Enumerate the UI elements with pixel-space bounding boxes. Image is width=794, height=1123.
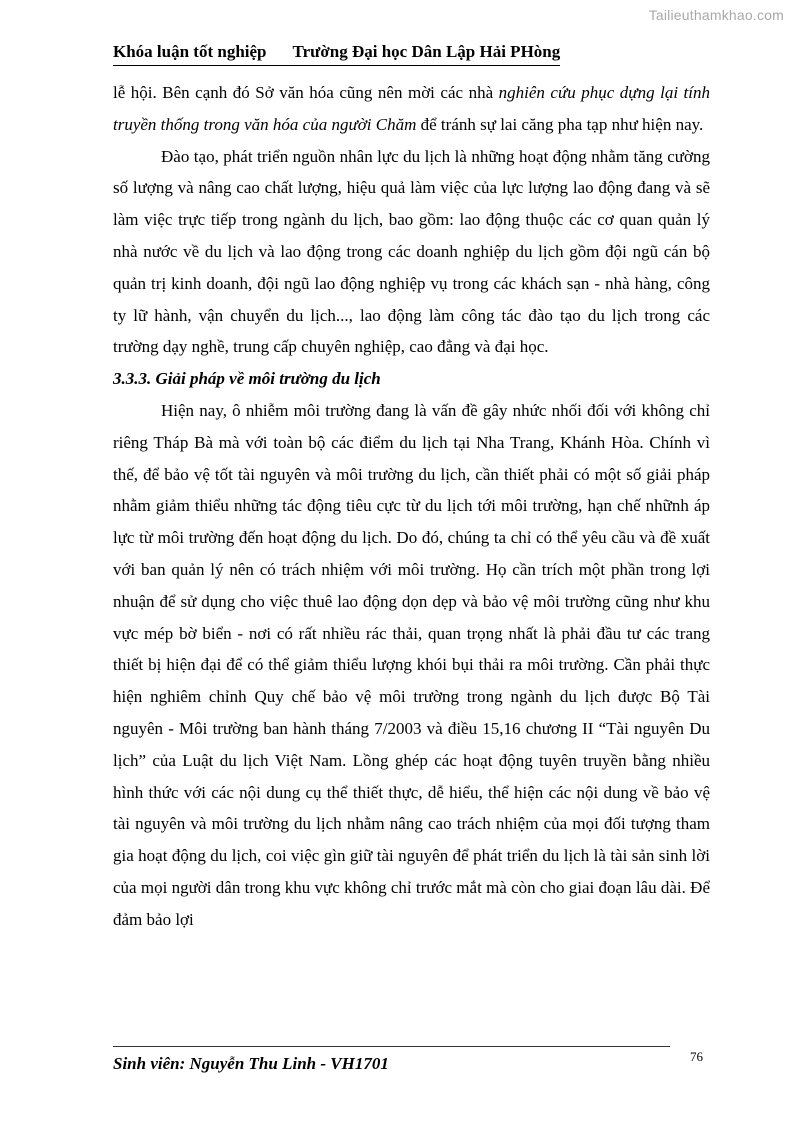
page-header <box>113 42 560 66</box>
paragraph-2: Đào tạo, phát triển nguồn nhân lực du lịch là những hoạt động nhằm tăng cường số lượng và nâng cao chất lượng, hiệu quả làm việc của lực lượng lao động đang và sẽ làm việc trực tiếp trong ngành du lịch, bao gồm: lao động thuộc các cơ quan quản lý nhà nước về du lịch và lao động trong các doanh nghiệp du lịch gồm đội ngũ cán bộ quản trị kinh doanh, đội ngũ lao động nghiệp vụ trong các khách sạn - nhà hàng, công ty lữ hành, vận chuyển du lịch..., lao động làm công tác đào tạo du lịch trong các trường dạy nghề, trung cấp chuyên nghiệp, cao đẳng và đại học. <box>113 146 710 357</box>
header-right-title: Trường Đại học Dân Lập Hải PHòng <box>292 42 561 61</box>
page-number: 76 <box>690 1049 703 1064</box>
header-left-title: Khóa luận tốt nghiệp <box>113 42 267 61</box>
paragraph-3: Hiện nay, ô nhiễm môi trường đang là vấn đề gây nhức nhối đối với không chỉ riêng Tháp Bà mà với toàn bộ các điểm du lịch tại Nha Trang, Khánh Hòa. Chính vì thế, để bảo vệ tốt tài nguyên và môi trường du lịch, cần thiết phải có một số giải pháp nhằm giảm thiểu những tác động tiêu cực từ du lịch tới môi trường, hạn chế nhữnh áp lực từ môi trường đến hoạt động du lịch. Do đó, chúng ta chỉ có thể yêu cầu và đề xuất với ban quản lý nên có trách nhiệm với môi trường. Họ cần trích một phần trong lợi nhuận để sử dụng cho việc thuê lao động dọn dẹp và bảo vệ môi trường cũng như khu vực mép bờ biển - nơi có rất nhiều rác thải, quan trọng nhất là phải đầu tư các trang thiết bị hiện đại để có thể giảm thiểu lượng khói bụi thải ra môi trường. Cần phải thực hiện nghiêm chỉnh Quy chế bảo vệ môi trường trong ngành du lịch được Bộ Tài nguyên - Môi trường ban hành tháng 7/2003 và điều 15,16 chương II “Tài nguyên Du lịch” của Luật du lịch Việt Nam. Lồng ghép các hoạt động tuyên truyền bằng nhiều hình thức với các nội dung cụ thể thiết thực, dễ hiểu, thể hiện các nội dung về bảo vệ tài nguyên và môi trường du lịch nhằm nâng cao trách nhiệm của mọi đối tượng tham gia hoạt động du lịch, coi việc gìn giữ tài nguyên để phát triển du lịch là tài sản sinh lời của mọi người dân trong khu vực không chỉ trước mắt mà còn cho giai đoạn lâu dài. Để đảm bảo lợi <box>113 400 710 929</box>
footer-author: Sinh viên: Nguyễn Thu Linh - VH1701 <box>113 1054 389 1073</box>
footer-rule <box>113 1046 670 1074</box>
paragraph-1 <box>113 77 710 141</box>
section-heading: 3.3.3. Giải pháp về môi trường du lịch <box>113 369 381 389</box>
watermark: Tailieuthamkhao.com <box>648 7 784 23</box>
document-body <box>113 77 710 936</box>
page-content-area <box>113 42 710 936</box>
page-footer <box>113 1046 710 1074</box>
paragraph-1-text: lễ hội. Bên cạnh đó Sở văn hóa cũng nên mời các nhà <box>113 83 499 102</box>
paragraph-1-italic-text: nghiên cứu phục dựng lại tính truyền thống trong văn hóa của người Chăm <box>113 83 711 134</box>
paragraph-1-text-end: để tránh sự lai căng pha tạp như hiện nay. <box>416 114 704 134</box>
